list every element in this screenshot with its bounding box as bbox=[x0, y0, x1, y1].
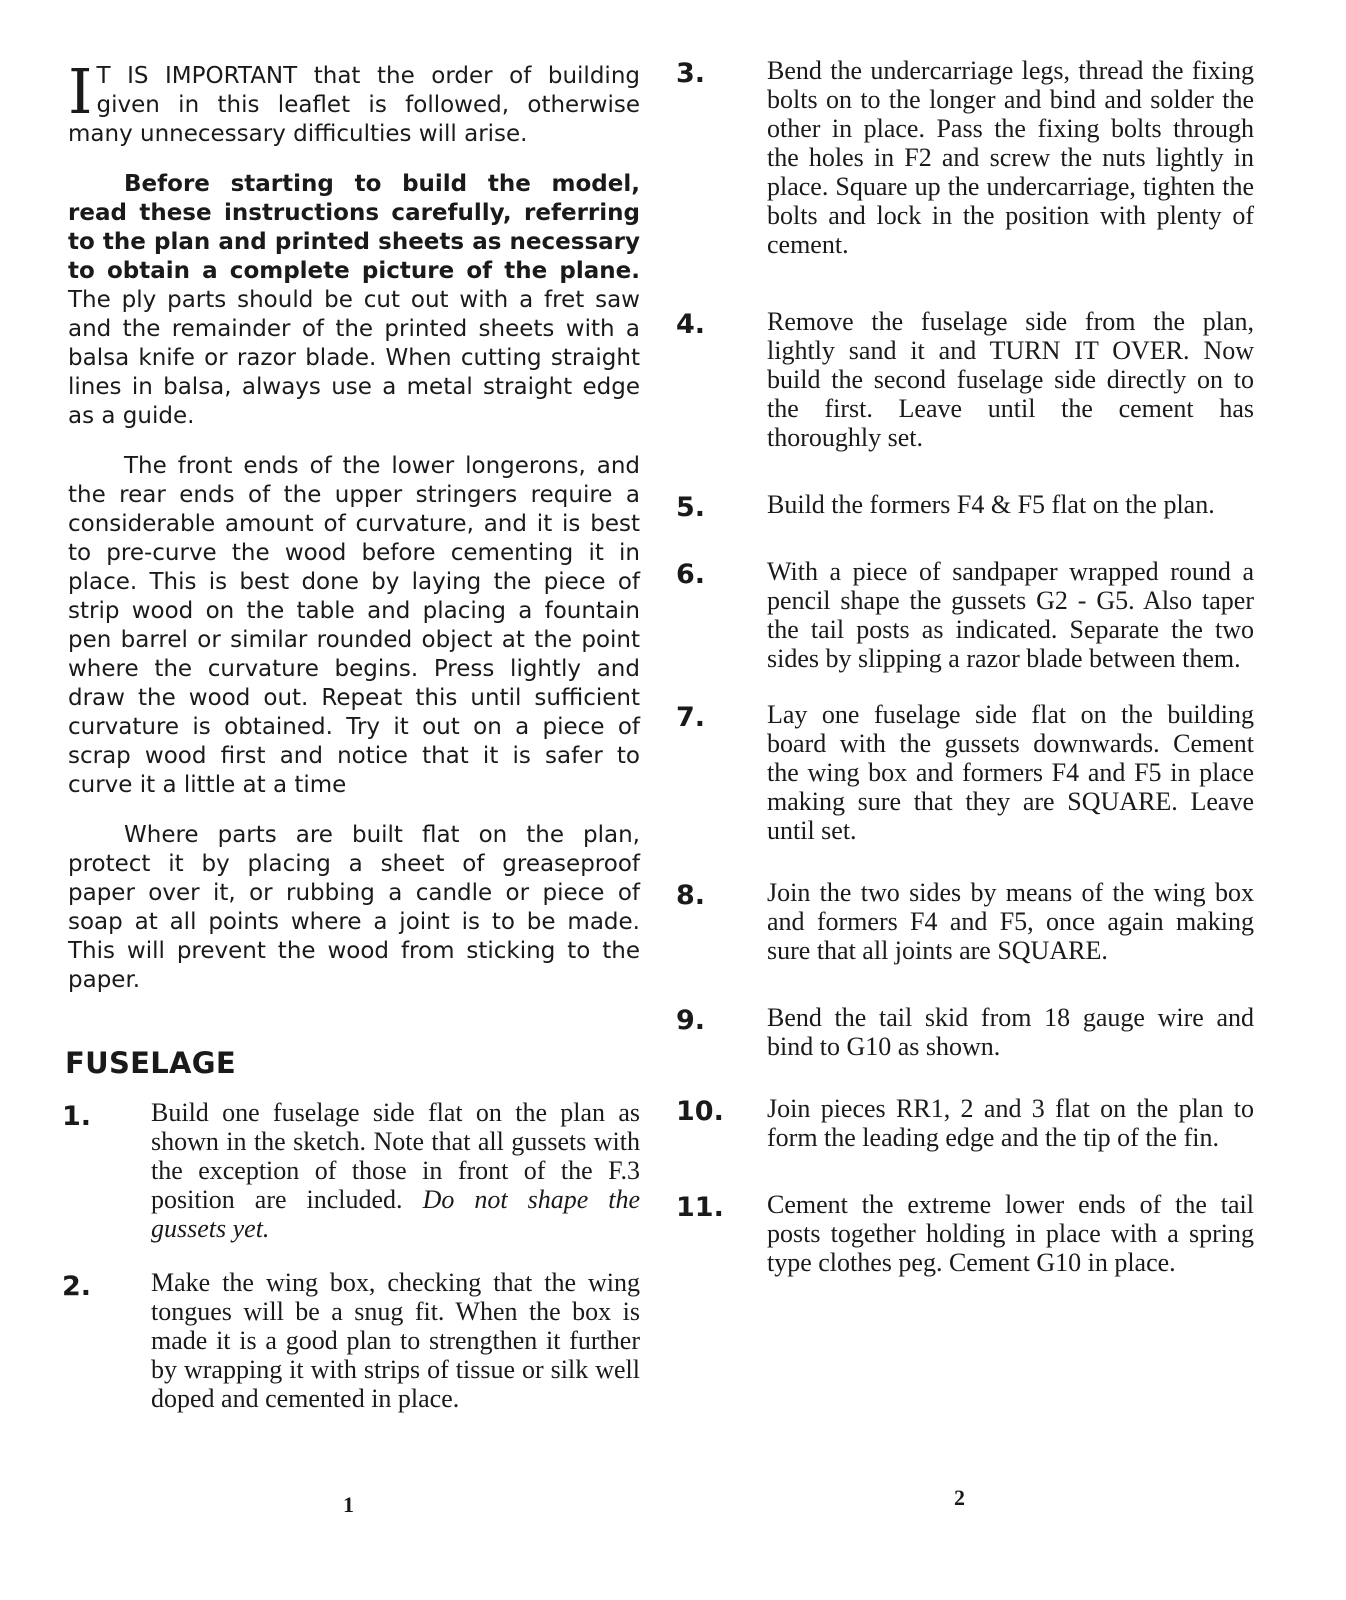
step-6 bbox=[676, 557, 1254, 673]
step-italic-note: Do not shape the gussets yet. bbox=[151, 1185, 641, 1243]
step-text: Join pieces RR1, 2 and 3 flat on the plan to form the leading edge and the tip of the fin. bbox=[767, 1094, 1254, 1152]
step-number: 2. bbox=[62, 1271, 92, 1302]
step-text: Remove the fuselage side from the plan, lightly sand it and TURN IT OVER. Now build the second fuselage side directly on to the first. Leave until the cement has thoroughly set. bbox=[767, 307, 1254, 452]
step-text: Bend the undercarriage legs, thread the fixing bolts on to the longer and bind and solder the other in place. Pass the fixing bolts through the holes in F2 and screw the nuts lightly in place. Square up the undercarriage, tighten the bolts and lock in the position with plenty of cement. bbox=[767, 56, 1254, 259]
step-number: 6. bbox=[676, 559, 706, 590]
right-column bbox=[676, 56, 1254, 1302]
step-11 bbox=[676, 1190, 1254, 1277]
intro-text: that the order of building given in this leaflet is followed, otherwise many unnecessary difficulties will arise. bbox=[68, 63, 640, 147]
step-number: 3. bbox=[676, 58, 706, 89]
step-9 bbox=[676, 1003, 1254, 1061]
before-starting-paragraph bbox=[68, 170, 640, 431]
step-2 bbox=[62, 1268, 640, 1413]
step-3 bbox=[676, 56, 1254, 259]
step-text: Build the formers F4 & F5 flat on the plan. bbox=[767, 490, 1215, 519]
step-text: Join the two sides by means of the wing box and formers F4 and F5, once again making sure that all joints are SQUARE. bbox=[767, 878, 1254, 965]
step-number: 5. bbox=[676, 492, 706, 523]
step-number: 7. bbox=[676, 702, 706, 733]
step-number: 4. bbox=[676, 309, 706, 340]
step-text: Cement the extreme lower ends of the tail posts together holding in place with a spring type clothes peg. Cement G10 in place. bbox=[767, 1190, 1254, 1277]
step-7 bbox=[676, 700, 1254, 845]
flat-parts-paragraph: Where parts are built flat on the plan, protect it by placing a sheet of greaseproof paper over it, or rubbing a candle or piece of soap at all points where a joint is to be made. This will prevent the wood from sticking to the paper. bbox=[68, 822, 640, 993]
step-text: Make the wing box, checking that the wing tongues will be a snug fit. When the box is made it is a good plan to strengthen it further by wrapping it with strips of tissue or silk well doped and cemented in place. bbox=[151, 1268, 640, 1413]
left-column bbox=[62, 55, 641, 1438]
intro-paragraph bbox=[68, 55, 640, 149]
step-10 bbox=[676, 1094, 1254, 1152]
step-number: 11. bbox=[676, 1192, 724, 1223]
before-starting-bold: Before starting to build the model, read these instructions carefully, referring to the plan and printed sheets as necessary to obtain a complete picture of the plane. bbox=[68, 171, 640, 284]
step-body: Build one fuselage side flat on the plan as shown in the sketch. Note that all gussets with the exception of those in front of the F.3 position are included. bbox=[151, 1098, 640, 1214]
section-heading-fuselage: FUSELAGE bbox=[65, 1046, 236, 1080]
intro-caps: T IS IMPORTANT bbox=[96, 63, 298, 89]
step-1 bbox=[62, 1098, 641, 1243]
step-text: With a piece of sandpaper wrapped round a pencil shape the gussets G2 - G5. Also taper the tail posts as indicated. Separate the two sides by slipping a razor blade between them. bbox=[767, 557, 1254, 673]
before-starting-text: The ply parts should be cut out with a fret saw and the remainder of the printed sheets with a balsa knife or razor blade. When cutting straight lines in balsa, always use a metal straight edge as a guide. bbox=[68, 287, 640, 429]
step-number: 8. bbox=[676, 880, 706, 911]
page-number-left: 1 bbox=[343, 1492, 354, 1517]
step-number: 1. bbox=[62, 1101, 92, 1132]
step-4 bbox=[676, 307, 1254, 452]
step-5 bbox=[676, 490, 1254, 523]
step-8 bbox=[676, 878, 1254, 965]
step-text bbox=[151, 1098, 640, 1243]
step-number: 10. bbox=[676, 1096, 724, 1127]
step-text: Bend the tail skid from 18 gauge wire and bind to G10 as shown. bbox=[767, 1003, 1254, 1061]
drop-cap: I bbox=[68, 55, 93, 128]
curvature-paragraph: The front ends of the lower longerons, and the rear ends of the upper stringers require a considerable amount of curvature, and it is best to pre-curve the wood before cementing it in place. This is best done by laying the piece of strip wood on the table and placing a fountain pen barrel or similar rounded object at the point where the curvature begins. Press lightly and draw the wood out. Repeat this until sufficient curvature is obtained. Try it out on a piece of scrap wood first and notice that it is safer to curve it a little at a time bbox=[68, 453, 640, 798]
step-text: Lay one fuselage side flat on the building board with the gussets downwards. Cement the wing box and formers F4 and F5 in place making sure that they are SQUARE. Leave until set. bbox=[767, 700, 1254, 845]
page-number-right: 2 bbox=[954, 1485, 965, 1510]
step-number: 9. bbox=[676, 1005, 706, 1036]
